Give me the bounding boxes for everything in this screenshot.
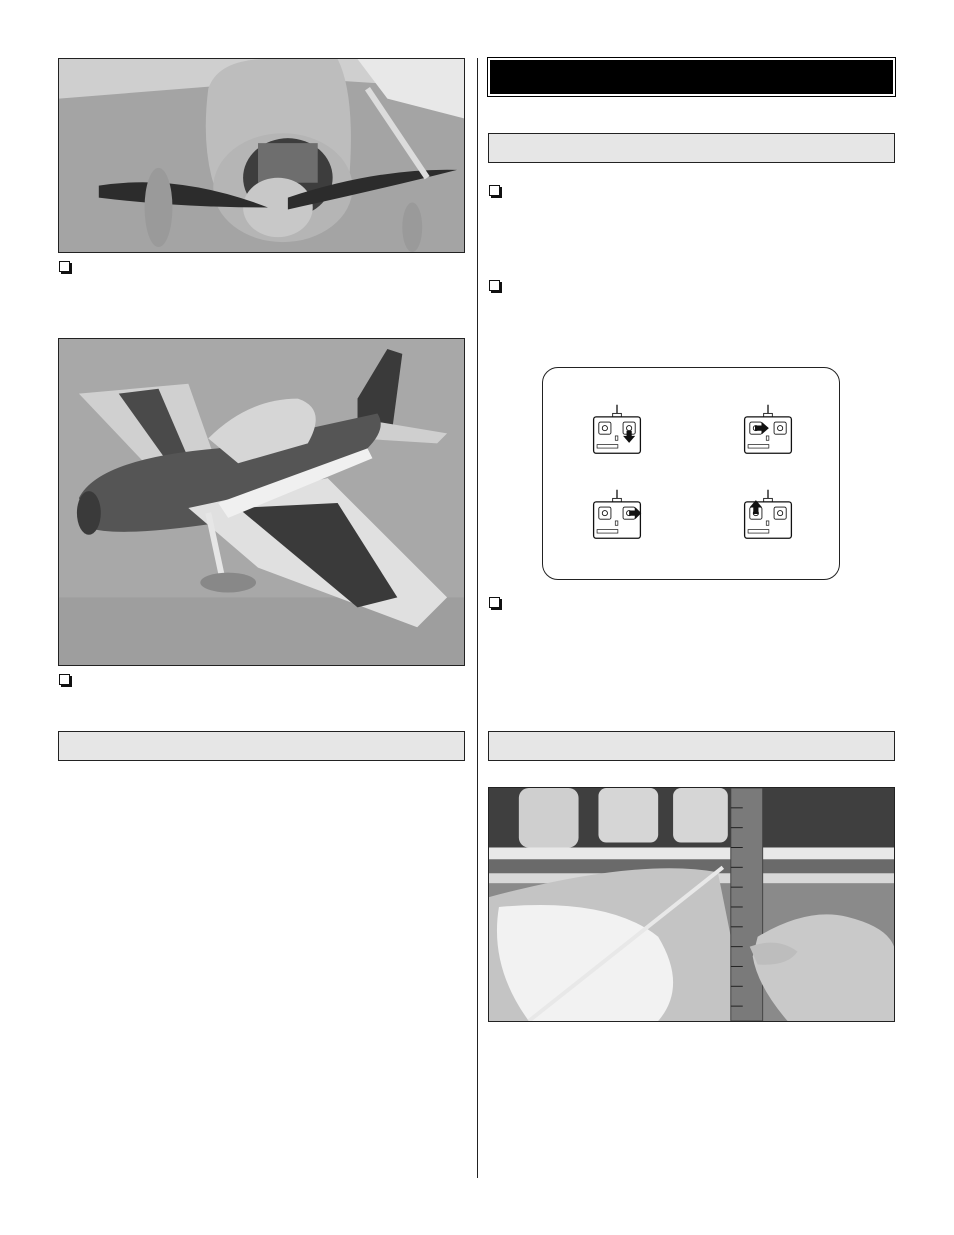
- transmitter-icon: [588, 403, 646, 455]
- photo-airplane-model: [58, 338, 465, 666]
- transmitter-icon: [739, 488, 797, 540]
- column-divider: [477, 58, 478, 1178]
- transmitter-icon: [588, 488, 646, 540]
- checkbox[interactable]: [489, 280, 500, 291]
- transmitter-diagram-panel: [542, 367, 840, 580]
- checkbox[interactable]: [59, 261, 70, 272]
- title-bar: [490, 60, 893, 94]
- section-header-bar: [488, 133, 895, 163]
- section-header-bar: [488, 731, 895, 761]
- checkbox[interactable]: [59, 674, 70, 685]
- photo-ruler-measurement: [488, 787, 895, 1022]
- photo-nose-propeller: [58, 58, 465, 253]
- section-header-bar: [58, 731, 465, 761]
- checkbox[interactable]: [489, 185, 500, 196]
- transmitter-icon: [739, 403, 797, 455]
- checkbox[interactable]: [489, 597, 500, 608]
